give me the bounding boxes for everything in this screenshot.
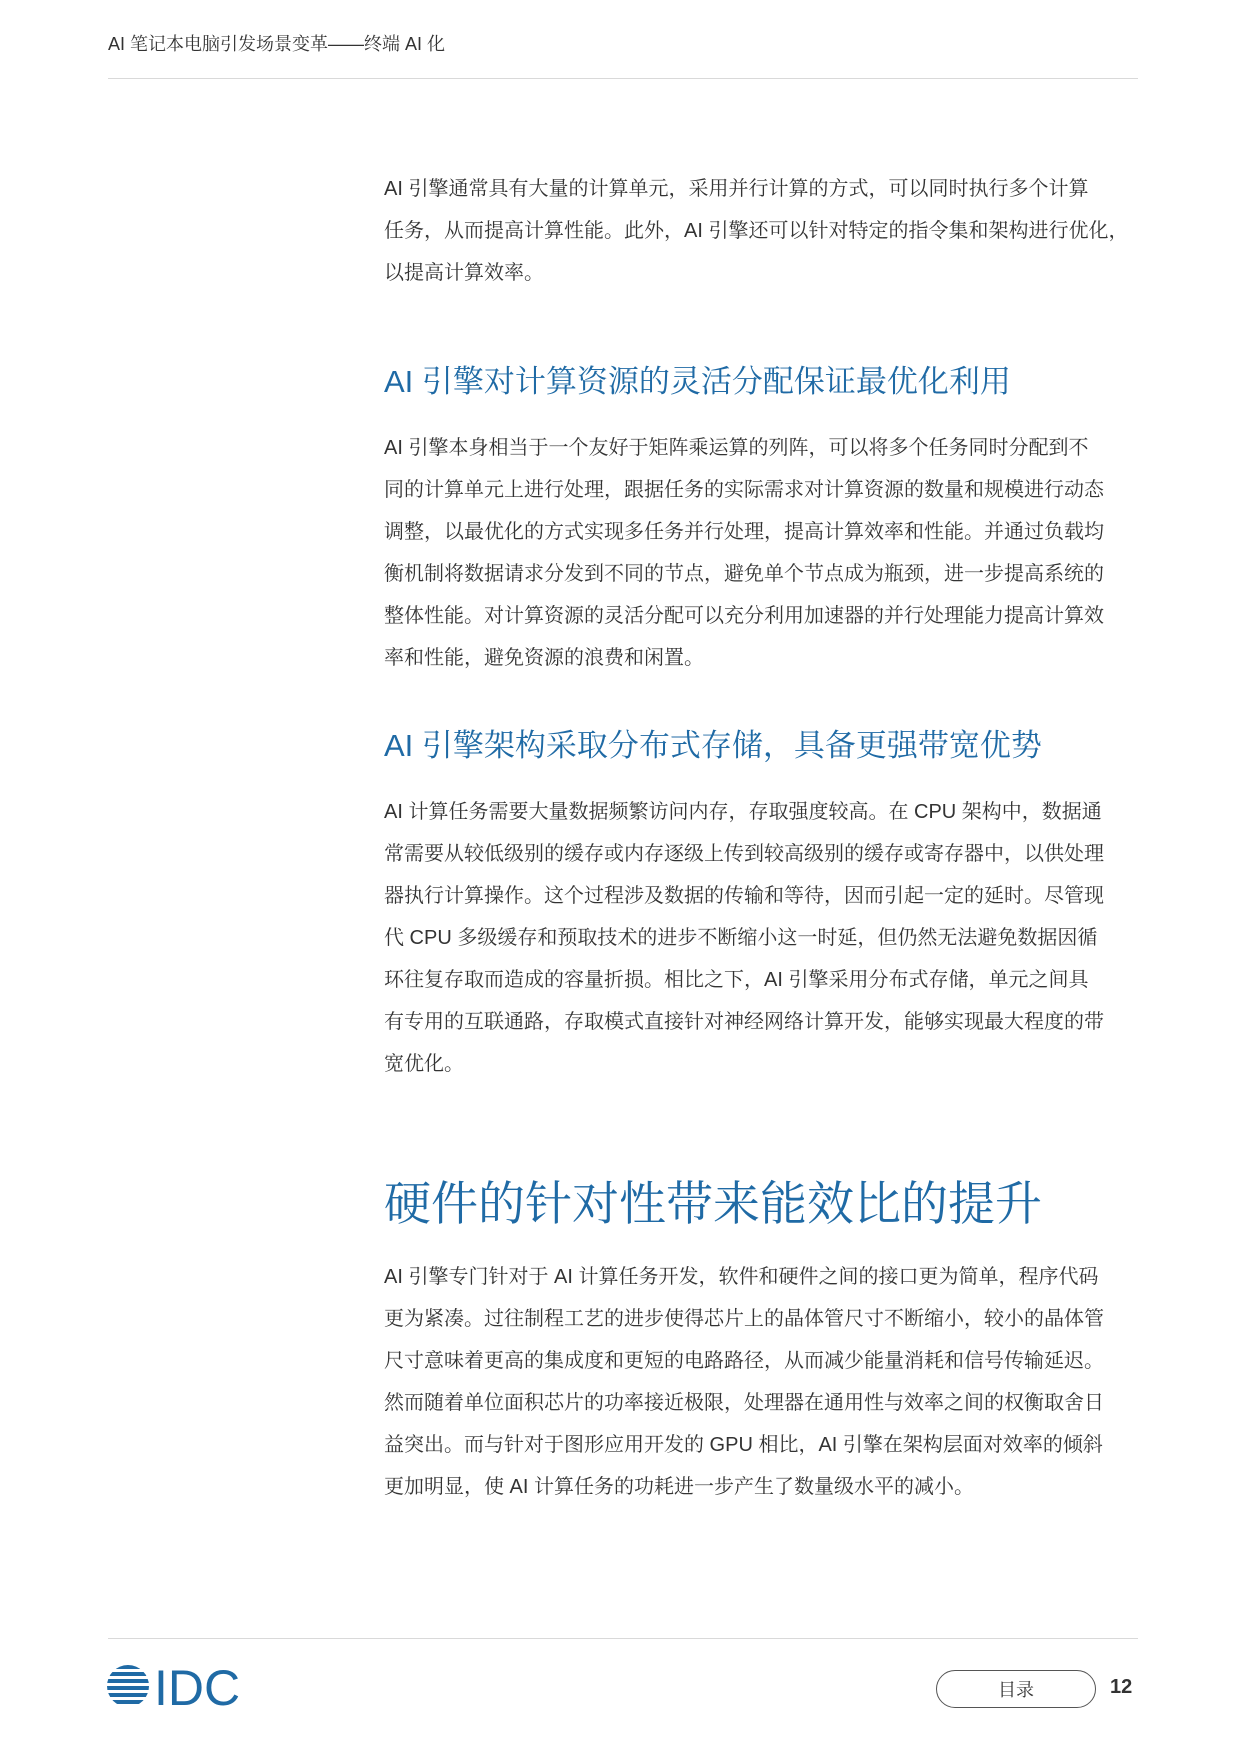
toc-button[interactable] <box>936 1670 1096 1708</box>
section1-line-3: 调整，以最优化的方式实现多任务并行处理，提高计算效率和性能。并通过负载均 <box>384 521 1104 543</box>
section2-line-5: 环往复存取而造成的容量折损。相比之下，AI 引擎采用分布式存储，单元之间具 <box>384 969 1089 991</box>
section3-line-4: 然而随着单位面积芯片的功率接近极限，处理器在通用性与效率之间的权衡取舍日 <box>384 1392 1104 1414</box>
intro-line-3: 以提高计算效率。 <box>384 262 544 284</box>
section2-line-3: 器执行计算操作。这个过程涉及数据的传输和等待，因而引起一定的延时。尽管现 <box>384 885 1104 907</box>
section1-line-4: 衡机制将数据请求分发到不同的节点，避免单个节点成为瓶颈，进一步提高系统的 <box>384 563 1104 585</box>
section2-line-7: 宽优化。 <box>384 1053 464 1075</box>
idc-logo-graphic <box>106 1660 266 1712</box>
section1-line-6: 率和性能，避免资源的浪费和闲置。 <box>384 647 704 669</box>
section1-line-5: 整体性能。对计算资源的灵活分配可以充分利用加速器的并行处理能力提高计算效 <box>384 605 1104 627</box>
section2-line-6: 有专用的互联通路，存取模式直接针对神经网络计算开发，能够实现最大程度的带 <box>384 1011 1104 1033</box>
footer-divider <box>108 1638 1138 1639</box>
section2-line-1: AI 计算任务需要大量数据频繁访问内存，存取强度较高。在 CPU 架构中，数据通 <box>384 801 1102 823</box>
section2-line-2: 常需要从较低级别的缓存或内存逐级上传到较高级别的缓存或寄存器中，以供处理 <box>384 843 1104 865</box>
section3-line-2: 更为紧凑。过往制程工艺的进步使得芯片上的晶体管尺寸不断缩小，较小的晶体管 <box>384 1308 1104 1330</box>
main-content <box>384 0 1154 1753</box>
intro-line-1: AI 引擎通常具有大量的计算单元，采用并行计算的方式，可以同时执行多个计算 <box>384 178 1089 200</box>
section3-line-6: 更加明显，使 AI 计算任务的功耗进一步产生了数量级水平的减小。 <box>384 1476 975 1498</box>
section3-heading: 硬件的针对性带来能效比的提升 <box>384 1177 1042 1230</box>
intro-line-2: 任务，从而提高计算性能。此外，AI 引擎还可以针对特定的指令集和架构进行优化， <box>384 220 1129 242</box>
section2-heading: AI 引擎架构采取分布式存储，具备更强带宽优势 <box>384 728 1042 763</box>
idc-logo-text: IDC <box>154 1660 241 1712</box>
section1-line-2: 同的计算单元上进行处理，跟据任务的实际需求对计算资源的数量和规模进行动态 <box>384 479 1104 501</box>
idc-logo <box>106 1660 266 1712</box>
section1-line-1: AI 引擎本身相当于一个友好于矩阵乘运算的列阵，可以将多个任务同时分配到不 <box>384 437 1089 459</box>
section3-line-1: AI 引擎专门针对于 AI 计算任务开发，软件和硬件之间的接口更为简单，程序代码 <box>384 1266 1099 1288</box>
page-number: 12 <box>1110 1676 1133 1698</box>
section1-heading: AI 引擎对计算资源的灵活分配保证最优化利用 <box>384 364 1011 399</box>
section2-line-4: 代 CPU 多级缓存和预取技术的进步不断缩小这一时延，但仍然无法避免数据因循 <box>384 927 1098 949</box>
section3-line-3: 尺寸意味着更高的集成度和更短的电路路径，从而减少能量消耗和信号传输延迟。 <box>384 1350 1104 1372</box>
running-header-title: AI 笔记本电脑引发场景变革——终端 AI 化 <box>108 34 446 54</box>
section3-line-5: 益突出。而与针对于图形应用开发的 GPU 相比，AI 引擎在架构层面对效率的倾斜 <box>384 1434 1103 1456</box>
toc-button-label: 目录 <box>998 1680 1034 1700</box>
